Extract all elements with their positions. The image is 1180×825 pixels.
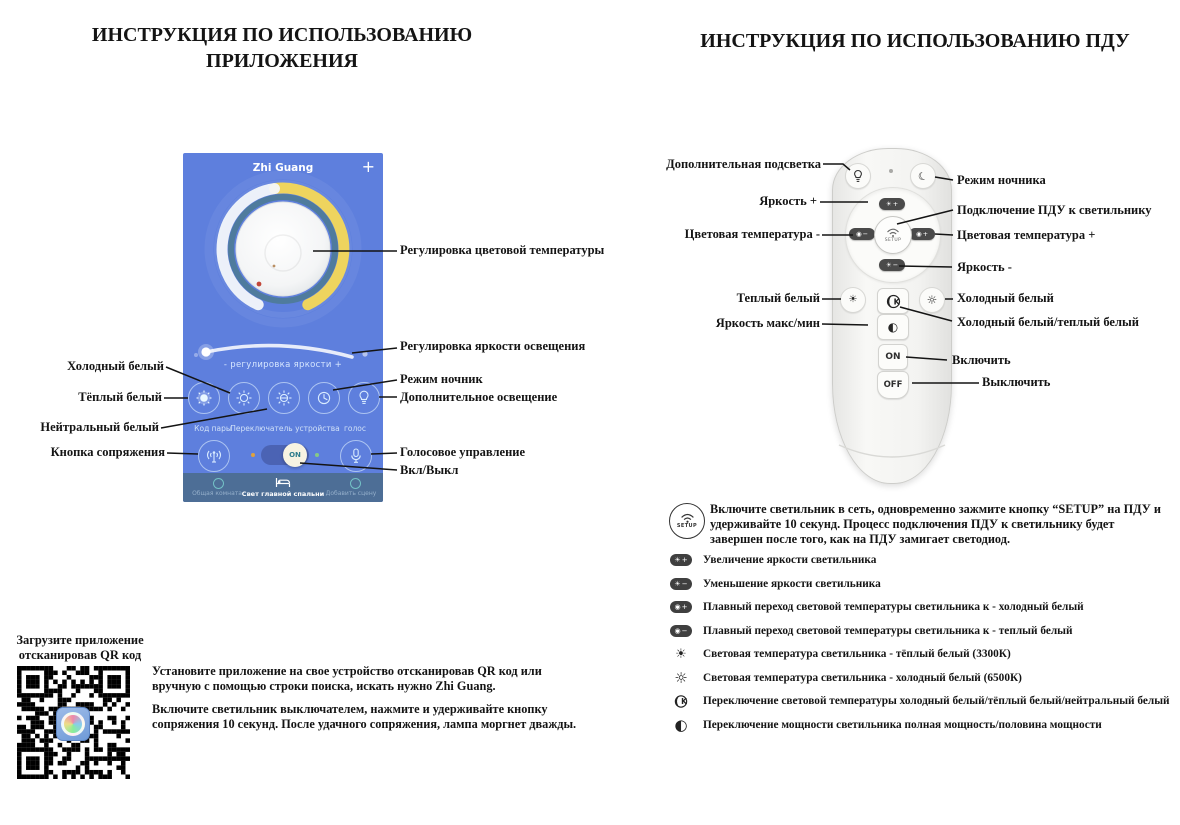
callout-cold-warm-toggle: Холодный белый/теплый белый [957, 315, 1139, 329]
install-paragraph: Установите приложение на свое устройство отсканировав QR код или вручную с помощью строки поиска, искать нужно Zhi Guang. [152, 664, 542, 693]
voice-control-button[interactable] [340, 440, 372, 472]
cold-white-button[interactable] [919, 287, 945, 313]
legend-item: ☀ − Уменьшение яркости светильника [668, 573, 881, 595]
nav-right-label[interactable]: Добавить сцену [325, 490, 377, 497]
toggle-on-text: ON [289, 451, 301, 459]
bed-icon[interactable] [275, 476, 291, 488]
left-column-title [60, 22, 504, 74]
bulb-icon [354, 388, 374, 408]
off-state-dot [251, 453, 255, 457]
legend-item: ☀ + Увеличение яркости светильника [668, 549, 876, 571]
callout-rc-warm-white: Теплый белый [736, 291, 820, 305]
cct-minus-icon: ◉ − [670, 625, 692, 637]
warm-sun-icon: ☀ [848, 294, 858, 305]
qr-heading: Загрузите приложение отсканировав QR код [16, 633, 144, 662]
legend-item: ◐ Переключение мощности светильника полная мощность/половина мощности [674, 715, 1102, 734]
legend-item: K Переключение световой температуры холодный белый/тёплый белый/нейтральный белый [668, 690, 1170, 712]
callout-turn-on: Включить [952, 353, 1011, 367]
cold-sun-icon [234, 388, 254, 408]
color-temp-minus-button[interactable]: ◉ − [849, 228, 875, 240]
off-button[interactable] [877, 371, 909, 399]
on-button[interactable] [878, 344, 908, 370]
left-title-line1: ИНСТРУКЦИЯ ПО ИСПОЛЬЗОВАНИЮ [91, 24, 473, 46]
app-title: Zhi Guang [252, 162, 314, 174]
power-toggle-icon: ◐ [674, 715, 688, 734]
callout-night-mode: Режим ночник [400, 372, 483, 386]
pairing-button[interactable] [198, 440, 230, 472]
callout-brightness: Регулировка яркости освещения [400, 339, 586, 353]
setup-button[interactable] [874, 216, 912, 254]
pair-code-label: Код пары [194, 424, 232, 433]
knob-indicator-dot [257, 282, 262, 287]
night-mode-button[interactable] [308, 382, 340, 414]
callout-color-temp: Регулировка цветовой температуры [400, 243, 605, 257]
sun-icon: ☀ [885, 260, 892, 269]
callout-rc-cold-white: Холодный белый [957, 291, 1054, 305]
callout-ct-plus: Цветовая температура + [957, 228, 1096, 242]
clock-icon [314, 388, 334, 408]
power-half-button[interactable] [877, 314, 909, 340]
nav-left-label[interactable]: Общая комната [192, 490, 242, 497]
sun-icon: ☀ [885, 199, 892, 208]
warm-white-icon: ☀ [675, 646, 687, 662]
callout-on-off: Вкл/Выкл [400, 463, 459, 477]
extra-light-button[interactable] [348, 382, 380, 414]
on-button-label: ON [885, 352, 901, 362]
color-temperature-knob[interactable] [203, 169, 363, 329]
color-temp-toggle-button[interactable] [877, 288, 909, 314]
cold-white-icon: ☼ [674, 668, 688, 687]
legend-item: ◉ − Плавный переход световой температуры светильника к - теплый белый [668, 620, 1073, 642]
led-indicator [889, 169, 893, 173]
callout-brightness-plus: Яркость + [759, 194, 817, 208]
night-mode-button[interactable] [910, 163, 936, 189]
setup-note: Включите светильник в сеть, одновременно зажмите кнопку “SETUP” на ПДУ и удерживайте 10 секунд. Процесс подключения ПДУ к светильнику будет завершен после того, как на ПДУ замигает светодиод. [710, 502, 1161, 546]
right-column-title: ИНСТРУКЦИЯ ПО ИСПОЛЬЗОВАНИЮ ПДУ [700, 30, 1130, 52]
nav-center-label[interactable]: Свет главной спальни [241, 490, 325, 498]
cct-icon: ◉ [915, 229, 922, 238]
callout-warm-white: Тёплый белый [78, 390, 162, 404]
svg-text:K: K [681, 696, 687, 706]
app-logo [56, 707, 90, 741]
callout-rc-night-mode: Режим ночника [957, 173, 1046, 187]
cct-toggle-icon [885, 294, 902, 309]
app-bottom-nav [183, 473, 383, 502]
callout-ct-minus: Цветовая температура - [684, 227, 820, 241]
wifi-icon [886, 228, 900, 237]
legend-item: ☼ Световая температура светильника - холодный белый (6500К) [674, 668, 1022, 687]
device-switch-label: Переключатель устройства [230, 424, 340, 433]
callout-pairing: Подключение ПДУ к светильнику [957, 203, 1152, 217]
remote-control [832, 148, 952, 484]
neutral-white-button[interactable] [268, 382, 300, 414]
warm-white-button[interactable] [840, 287, 866, 313]
microphone-icon [350, 448, 362, 464]
brightness-plus-button[interactable]: ☀ + [879, 198, 905, 210]
callout-turn-off: Выключить [982, 375, 1051, 389]
brightness-hint: - регулировка яркости + [223, 360, 343, 370]
rooms-tab-icon[interactable] [213, 478, 224, 489]
callout-extra-light: Дополнительное освещение [400, 390, 558, 404]
cct-icon: ◉ [855, 229, 862, 238]
callout-brightness-max-min: Яркость макс/мин [715, 316, 820, 330]
brightness-minus-button[interactable]: ☀ − [879, 259, 905, 271]
cct-toggle-icon [673, 694, 689, 709]
pairing-paragraph: Включите светильник выключателем, нажмите и удерживайте кнопку сопряжения 10 секунд. После удачного сопряжения, лампа моргнет дважды. [152, 702, 577, 731]
antenna-icon [205, 448, 223, 464]
callout-voice-control: Голосовое управление [400, 445, 526, 459]
brightness-minus-icon: ☀ − [670, 578, 692, 590]
neutral-sun-icon [274, 388, 294, 408]
qr-code [17, 666, 130, 779]
backlight-button[interactable] [845, 163, 871, 189]
callout-neutral-white: Нейтральный белый [40, 420, 159, 434]
add-device-button[interactable]: + [361, 157, 375, 176]
svg-text:K: K [893, 296, 900, 306]
app-screenshot [183, 153, 383, 502]
callout-cold-white: Холодный белый [67, 359, 164, 373]
setup-button-label: SETUP [884, 237, 902, 243]
power-toggle-knob[interactable] [283, 443, 307, 467]
bulb-icon [852, 169, 864, 184]
moon-icon: ☾ [916, 168, 930, 184]
cct-plus-icon: ◉ + [670, 601, 692, 613]
callout-backlight: Дополнительная подсветка [666, 157, 821, 171]
cold-white-button[interactable] [228, 382, 260, 414]
warm-white-button[interactable] [188, 382, 220, 414]
power-half-icon: ◐ [887, 320, 899, 334]
callout-brightness-minus: Яркость - [957, 260, 1012, 274]
on-state-dot [315, 453, 319, 457]
callout-pair-button: Кнопка сопряжения [50, 445, 165, 459]
off-button-label: OFF [883, 380, 903, 390]
legend-item: ☀ Световая температура светильника - тёплый белый (3300К) [675, 646, 1011, 662]
battery-cover-seam [833, 443, 951, 471]
warm-sun-icon [194, 388, 214, 408]
setup-legend-icon: SETUP [669, 503, 705, 539]
left-title-line2: ПРИЛОЖЕНИЯ [206, 50, 358, 72]
legend-item: ◉ + Плавный переход световой температуры светильника к - холодный белый [668, 596, 1084, 618]
voice-label: голос [343, 424, 367, 433]
color-temp-plus-button[interactable]: ◉ + [909, 228, 935, 240]
wifi-icon [680, 513, 695, 523]
add-scene-tab-icon[interactable] [350, 478, 361, 489]
cold-sun-icon: ☼ [926, 293, 938, 307]
brightness-plus-icon: ☀ + [670, 554, 692, 566]
